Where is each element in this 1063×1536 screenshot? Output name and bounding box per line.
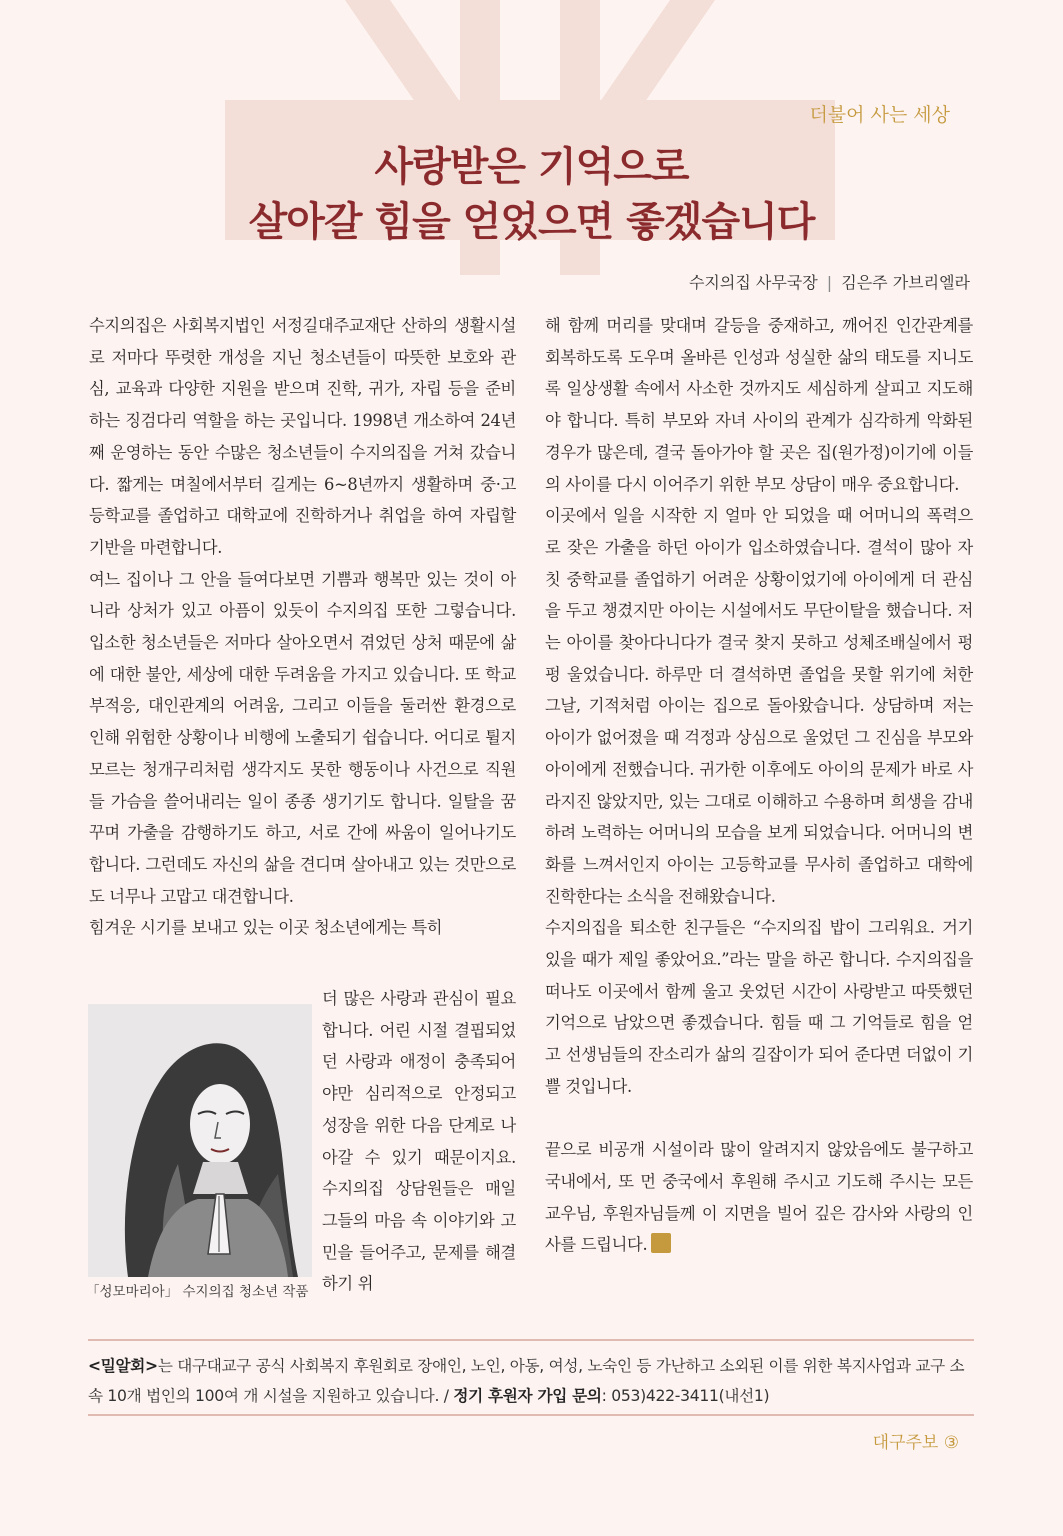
paragraph: 힘겨운 시기를 보내고 있는 이곳 청소년에게는 특히 — [89, 918, 443, 938]
section-label: 더불어 사는 세상 — [809, 104, 950, 126]
paragraph: 수지의집은 사회복지법인 서정길대주교재단 산하의 생활시설로 저마다 뚜렷한 개성을 지닌 청소년들이 따뜻한 보호와 관심, 교육과 다양한 지원을 받으며 진학, 귀가, 자립 등을 준비하는 징검다리 역할을 하는 곳입니다. 1998년 개소하여 24년째 운영하는 동안 수많은 청소년들이 수지의집을 거쳐 갔습니다. 짧게는 며칠에서부터 길게는 6~8년까지 생활하며 중·고등학교를 졸업하고 대학교에 진학하거나 취업을 하여 자립할 기반을 마련합니다. — [89, 316, 516, 557]
right-column — [545, 310, 973, 1261]
mary-artwork-image — [88, 1004, 312, 1277]
byline-role: 수지의집 사무국장 — [688, 273, 818, 292]
notice-contact-label: 정기 후원자 가입 문의 — [453, 1387, 602, 1405]
paragraph: 수지의집을 퇴소한 친구들은 “수지의집 밥이 그리워요. 거기 있을 때가 제일 좋았어요.”라는 말을 하곤 합니다. 수지의집을 떠나도 이곳에서 함께 울고 웃었던 시간이 사랑받고 따뜻했던 기억으로 남았으면 좋겠습니다. 힘들 때 그 기억들로 힘을 얻고 선생님들의 잔소리가 삶의 길잡이가 되어 준다면 더없이 기쁠 것입니다. — [545, 918, 973, 1096]
title-line-2: 살아갈 힘을 얻었으면 좋겠습니다 — [248, 199, 815, 245]
divider-top — [88, 1339, 974, 1341]
paragraph: 해 함께 머리를 맞대며 갈등을 중재하고, 깨어진 인간관계를 회복하도록 도우며 올바른 인성과 성실한 삶의 태도를 지니도록 일상생활 속에서 사소한 것까지도 세심하게 살피고 지도해야 합니다. 특히 부모와 자녀 사이의 관계가 심각하게 악화된 경우가 많은데, 결국 돌아가야 할 곳은 집(원가정)이기에 이들의 사이를 다시 이어주기 위한 부모 상담이 매우 중요합니다. — [545, 316, 973, 494]
closing-text: 끝으로 비공개 시설이라 많이 알려지지 않았음에도 불구하고 국내에서, 또 먼 중국에서 후원해 주시고 기도해 주시는 모든 교우님, 후원자님들께 이 지면을 빌어 깊은 감사와 사랑의 인사를 드립니다. — [545, 1140, 973, 1255]
notice-text: 는 대구대교구 공식 사회복지 후원회로 장애인, 노인, 아동, 여성, 노숙인 등 가난하고 소외된 이를 위한 복지사업과 교구 소속 10개 법인의 100여 개 시설을 지원하고 있습니다. / — [88, 1357, 965, 1405]
left-column — [89, 310, 516, 944]
page-number: 대구주보 ③ — [872, 1433, 959, 1453]
paragraph — [545, 1134, 973, 1261]
article-title — [0, 140, 1063, 250]
paragraph: 이곳에서 일을 시작한 지 얼마 안 되었을 때 어머니의 폭력으로 잦은 가출을 하던 아이가 입소하였습니다. 결석이 많아 자칫 중학교를 졸업하기 어려운 상황이었기에 아이에게 더 관심을 두고 챙겼지만 아이는 시설에서도 무단이탈을 했습니다. 저는 아이를 찾아다니다가 결국 찾지 못하고 성체조배실에서 펑펑 울었습니다. 하루만 더 결석하면 졸업을 못할 위기에 처한 그날, 기적처럼 아이는 집으로 돌아왔습니다. 상담하며 저는 아이가 없어졌을 때 걱정과 상심으로 울었던 그 진심을 부모와 아이에게 전했습니다. 귀가한 이후에도 아이의 문제가 바로 사라지진 않았지만, 있는 그대로 이해하고 수용하며 희생을 감내하려 노력하는 어머니의 모습을 보게 되었습니다. 어머니의 변화를 느껴서인지 아이는 고등학교를 무사히 졸업하고 대학에 진학한다는 소식을 전해왔습니다. — [545, 506, 973, 906]
paragraph-spacer — [545, 1103, 973, 1135]
byline-name: 김은주 가브리엘라 — [841, 273, 970, 292]
notice-org: <밀알회> — [88, 1357, 158, 1375]
supporter-notice — [88, 1351, 974, 1411]
paragraph: 여느 집이나 그 안을 들여다보면 기쁨과 행복만 있는 것이 아니라 상처가 있고 아픔이 있듯이 수지의집 또한 그렇습니다. 입소한 청소년들은 저마다 살아오면서 겪었던 상처 때문에 삶에 대한 불안, 세상에 대한 두려움을 가지고 있습니다. 또 학교 부적응, 대인관계의 어려움, 그리고 이들을 둘러싼 환경으로 인해 위험한 상황이나 비행에 노출되기 쉽습니다. 어디로 튈지 모르는 청개구리처럼 생각지도 못한 행동이나 사건으로 직원들 가슴을 쓸어내리는 일이 종종 생기기도 합니다. 일탈을 꿈꾸며 가출을 감행하기도 하고, 서로 간에 싸움이 일어나기도 합니다. 그런데도 자신의 삶을 견디며 살아내고 있는 것만으로도 너무나 고맙고 대견합니다. — [89, 569, 516, 906]
notice-contact-value: : 053)422-3411(내선1) — [601, 1387, 770, 1405]
paragraph: 더 많은 사랑과 관심이 필요합니다. 어린 시절 결핍되었던 사랑과 애정이 충족되어야만 심리적으로 안정되고 성장을 위한 다음 단계로 나아갈 수 있기 때문이지요. 수지의집 상담원들은 매일 그들의 마음 속 이야기와 고민을 들어주고, 문제를 해결하기 위 — [322, 989, 516, 1294]
byline-separator: | — [826, 273, 833, 292]
left-column-wrap-text — [322, 983, 516, 1300]
byline — [689, 270, 970, 293]
end-mark-icon — [651, 1233, 671, 1253]
divider-bottom — [88, 1414, 974, 1416]
title-line-1: 사랑받은 기억으로 — [374, 144, 689, 190]
figure-caption: 「성모마리아」 수지의집 청소년 작품 — [86, 1284, 309, 1300]
